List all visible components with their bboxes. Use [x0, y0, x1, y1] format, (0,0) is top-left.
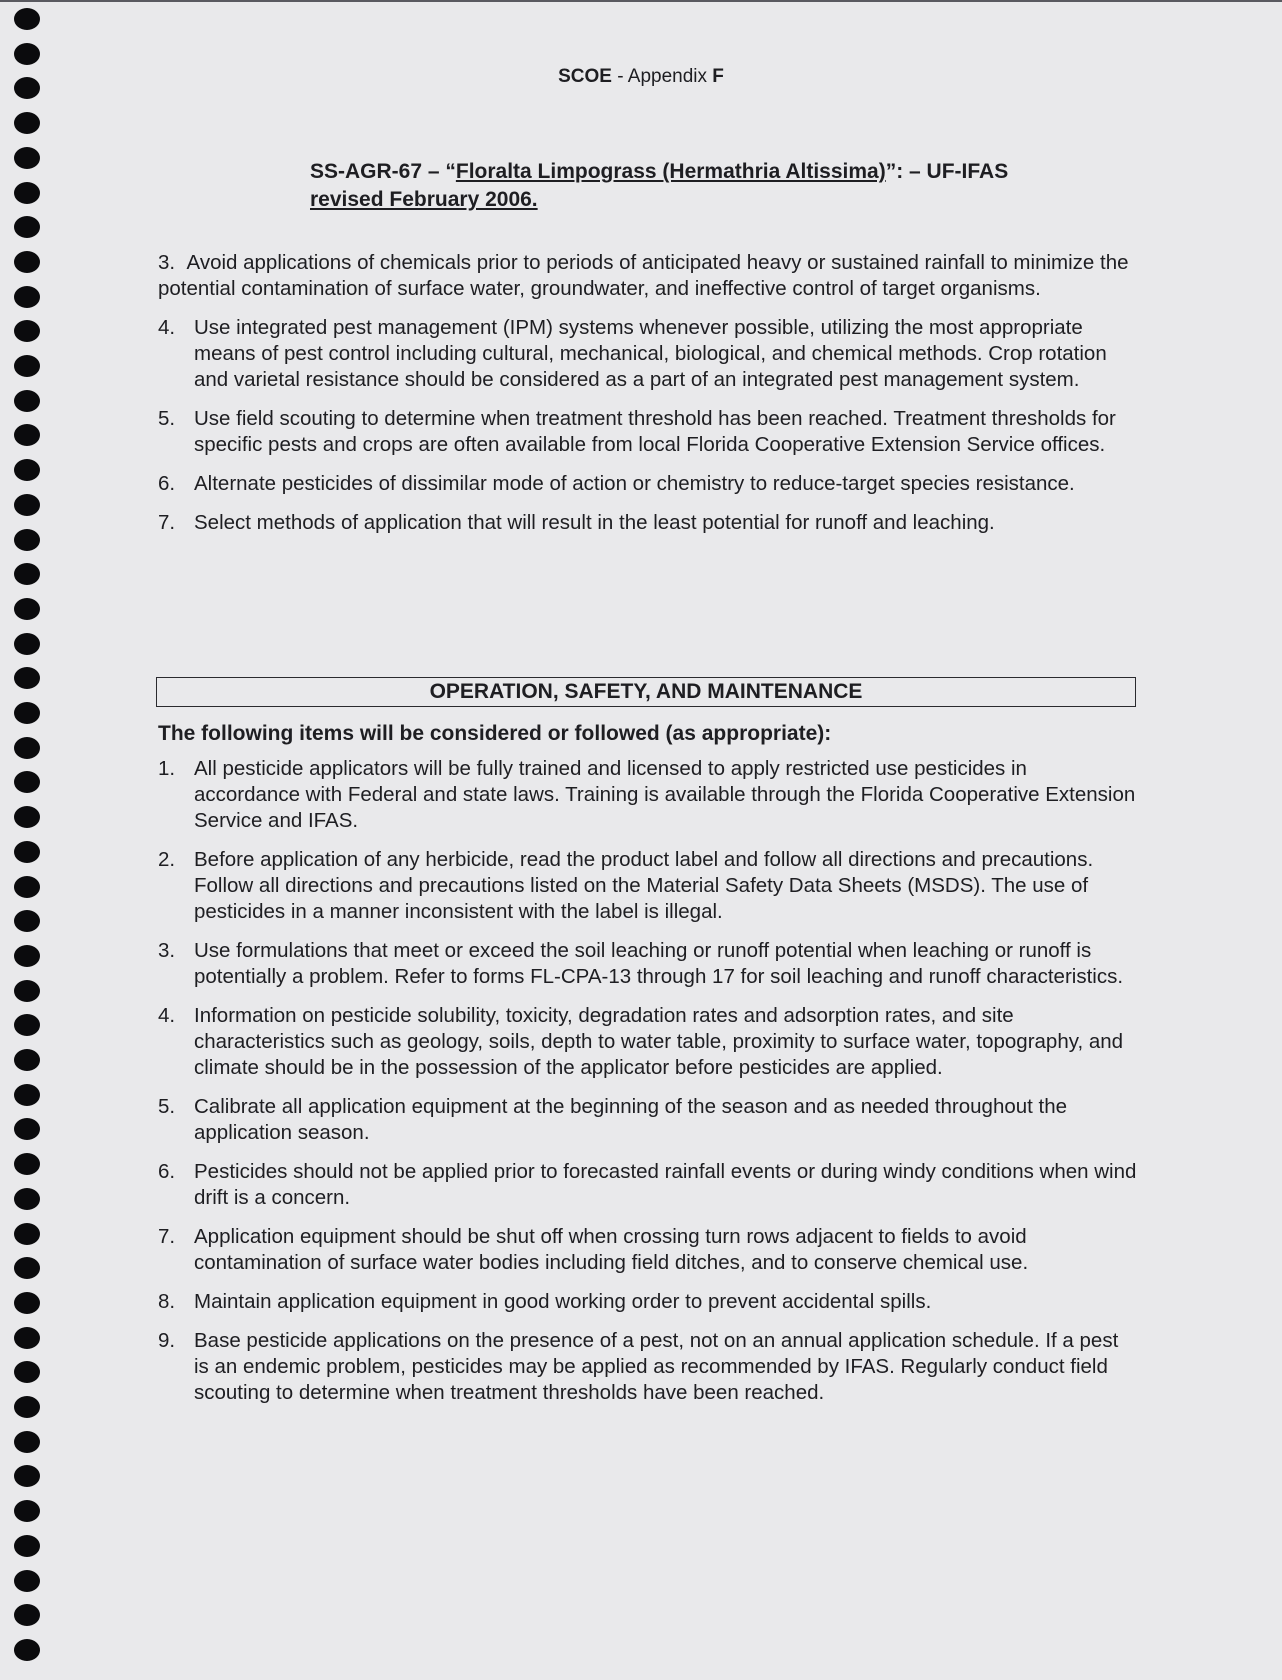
- list-item: [158, 938, 1138, 990]
- item-number: 4.: [158, 316, 176, 339]
- title-underlined: Floralta Limpograss (Hermathria Altissima): [455, 160, 886, 183]
- practices-list: [158, 250, 1138, 549]
- item-text: Application equipment should be shut off when crossing turn rows adjacent to fields to avoid contamination of surface water bodies including field ditches, and to conserve chemical use.: [194, 1225, 1029, 1274]
- item-number: 4.: [158, 1004, 176, 1027]
- header-label: Appendix: [627, 66, 708, 87]
- item-text: All pesticide applicators will be fully trained and licensed to apply restricted use pesticides in accordance with Federal and state laws. Training is available through the Florida Cooperative Extension Service and IFAS.: [194, 757, 1136, 832]
- item-number: 8.: [158, 1290, 176, 1313]
- item-number: 9.: [158, 1329, 176, 1352]
- item-number: 6.: [158, 1160, 176, 1183]
- operation-list: [158, 756, 1138, 1419]
- item-number: 7.: [158, 1225, 176, 1248]
- document-title: [310, 158, 1090, 214]
- header-org: SCOE: [558, 66, 612, 87]
- item-text: Before application of any herbicide, read the product label and follow all directions and precautions. Follow all directions and precautions listed on the Material Safety Data Sheets (MSDS). The use of pesticides in a manner inconsistent with the label is illegal.: [194, 848, 1094, 923]
- item-number: 5.: [158, 407, 176, 430]
- item-text: Use formulations that meet or exceed the soil leaching or runoff potential when leaching or runoff is potentially a problem. Refer to forms FL-CPA-13 through 17 for soil leaching and runoff characteristics.: [194, 939, 1124, 988]
- item-text: Alternate pesticides of dissimilar mode of action or chemistry to reduce-target species resistance.: [194, 472, 1075, 495]
- item-text: Calibrate all application equipment at the beginning of the season and as needed throughout the application season.: [194, 1095, 1068, 1144]
- list-item: [158, 847, 1138, 925]
- list-item: [158, 406, 1138, 458]
- title-prefix: SS-AGR-67 – “: [310, 160, 456, 183]
- item-text: Pesticides should not be applied prior to forecasted rainfall events or during windy conditions when wind drift is a concern.: [194, 1160, 1137, 1209]
- header-letter: F: [712, 66, 724, 87]
- list-item: [158, 1003, 1138, 1081]
- list-item: [158, 1328, 1138, 1406]
- page-header: [0, 66, 1282, 88]
- list-item: [158, 1094, 1138, 1146]
- list-item: [158, 1159, 1138, 1211]
- item-number: 1.: [158, 757, 176, 780]
- list-item: [158, 250, 1138, 302]
- item-text: Avoid applications of chemicals prior to periods of anticipated heavy or sustained rainfall to minimize the potential contamination of surface water, groundwater, and ineffective control of target organisms.: [158, 251, 1129, 300]
- item-number: 6.: [158, 472, 176, 495]
- list-item: [158, 1289, 1138, 1315]
- item-number: 2.: [158, 848, 176, 871]
- item-text: Use field scouting to determine when treatment threshold has been reached. Treatment thresholds for specific pests and crops are often available from local Florida Cooperative Extension Service offices.: [194, 407, 1116, 456]
- item-number: 5.: [158, 1095, 176, 1118]
- item-text: Base pesticide applications on the presence of a pest, not on an annual application schedule. If a pest is an endemic problem, pesticides may be applied as recommended by IFAS. Regularly conduct field scouting to determine when treatment thresholds have been reached.: [194, 1329, 1119, 1404]
- item-number: 3.: [158, 251, 176, 274]
- item-number: 3.: [158, 939, 176, 962]
- header-separator: -: [611, 66, 628, 87]
- section-intro: The following items will be considered or followed (as appropriate):: [158, 722, 832, 745]
- title-line2: revised February 2006.: [310, 188, 538, 211]
- list-item: [158, 471, 1138, 497]
- title-suffix: ”: – UF-IFAS: [885, 160, 1009, 183]
- list-item: [158, 315, 1138, 393]
- item-text: Maintain application equipment in good working order to prevent accidental spills.: [194, 1290, 932, 1313]
- list-item: [158, 510, 1138, 536]
- item-text: Information on pesticide solubility, toxicity, degradation rates and adsorption rates, and site characteristics such as geology, soils, depth to water table, proximity to surface water, topography, and climate should be in the possession of the applicator before pesticides are applied.: [194, 1004, 1124, 1079]
- item-text: Select methods of application that will result in the least potential for runoff and leaching.: [194, 511, 995, 534]
- list-item: [158, 1224, 1138, 1276]
- item-text: Use integrated pest management (IPM) systems whenever possible, utilizing the most appropriate means of pest control including cultural, mechanical, biological, and chemical methods. Crop rotation and varietal resistance should be considered as a part of an integrated pest management system.: [194, 316, 1107, 391]
- item-number: 7.: [158, 511, 176, 534]
- list-item: [158, 756, 1138, 834]
- section-heading: OPERATION, SAFETY, AND MAINTENANCE: [156, 677, 1136, 707]
